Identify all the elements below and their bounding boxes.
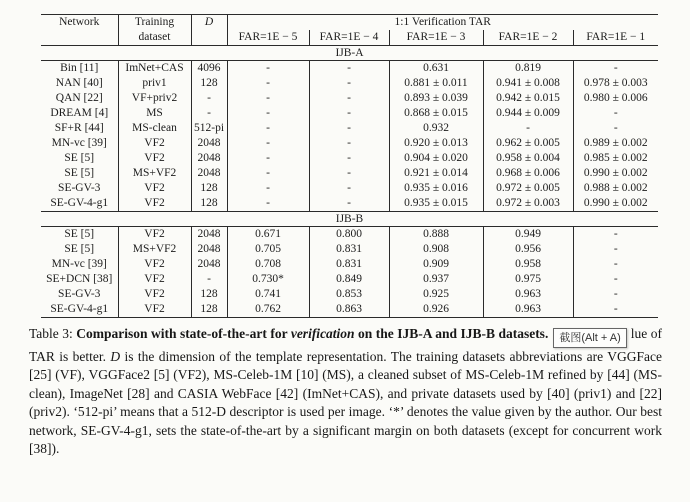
network-cell: SF+R [44] [54, 122, 104, 134]
table-row [41, 302, 658, 318]
tar-cell: - [309, 181, 389, 196]
dimension-cell: - [191, 91, 227, 106]
tar-cell: 0.705 [227, 242, 309, 257]
col-header-far-1e3: FAR=1E − 3 [389, 30, 483, 46]
tar-cell: - [309, 61, 389, 77]
dataset-cell: MS-clean [118, 121, 191, 136]
dataset-cell: VF2 [118, 257, 191, 272]
table-row [41, 242, 658, 257]
tar-cell: 0.631 [389, 61, 483, 77]
caption-bold-title-end: on the IJB-A and IJB-B datasets. [354, 326, 549, 341]
col-header-dimension: D [191, 15, 227, 46]
col-header-far-1e2: FAR=1E − 2 [483, 30, 573, 46]
section-ijba [41, 46, 658, 212]
tar-cell: - [573, 287, 658, 302]
tar-cell: 0.975 [483, 272, 573, 287]
tar-cell: 0.990 ± 0.002 [573, 166, 658, 181]
caption-bold-title: Comparison with state-of-the-art for [76, 326, 291, 341]
tar-cell: 0.935 ± 0.016 [389, 181, 483, 196]
network-cell: SE [5] [64, 152, 95, 164]
tar-cell: 0.730* [227, 272, 309, 287]
tar-cell: - [573, 242, 658, 257]
tar-cell: 0.671 [227, 227, 309, 243]
tar-cell: 0.881 ± 0.011 [389, 76, 483, 91]
col-header-training-line1: Training [134, 16, 175, 28]
dataset-cell: VF2 [118, 151, 191, 166]
dataset-cell: VF2 [118, 302, 191, 318]
tar-cell: 0.863 [309, 302, 389, 318]
tar-cell: - [227, 181, 309, 196]
tar-cell: 0.958 ± 0.004 [483, 151, 573, 166]
col-header-far-1e4: FAR=1E − 4 [309, 30, 389, 46]
network-cell: SE [5] [64, 167, 95, 179]
tar-cell: - [309, 91, 389, 106]
tar-cell: 0.942 ± 0.015 [483, 91, 573, 106]
tar-cell: 0.956 [483, 242, 573, 257]
tar-cell: 0.888 [389, 227, 483, 243]
network-cell: SE+DCN [38] [46, 273, 113, 285]
tar-cell: - [227, 151, 309, 166]
table-row [41, 61, 658, 77]
network-cell: SE [5] [64, 243, 95, 255]
tar-cell: 0.972 ± 0.003 [483, 196, 573, 212]
tar-cell: - [573, 302, 658, 318]
dimension-cell: 128 [191, 181, 227, 196]
tar-cell: 0.849 [309, 272, 389, 287]
tar-cell: - [573, 257, 658, 272]
tar-cell: 0.988 ± 0.002 [573, 181, 658, 196]
table-caption [29, 325, 662, 458]
table-row [41, 196, 658, 212]
dataset-cell: VF+priv2 [118, 91, 191, 106]
col-header-training-line2: dataset [138, 31, 171, 43]
dimension-cell: 128 [191, 287, 227, 302]
tar-cell: - [309, 106, 389, 121]
tar-cell: 0.741 [227, 287, 309, 302]
tar-cell: 0.937 [389, 272, 483, 287]
tar-cell: 0.831 [309, 242, 389, 257]
dimension-cell: 2048 [191, 166, 227, 181]
col-header-network: Network [59, 16, 100, 28]
network-cell: NAN [40] [55, 77, 103, 89]
tar-cell: 0.949 [483, 227, 573, 243]
tar-cell: 0.853 [309, 287, 389, 302]
col-header-verification-tar: 1:1 Verification TAR [227, 15, 658, 31]
dimension-cell: 2048 [191, 151, 227, 166]
network-cell: MN-vc [39] [51, 258, 107, 270]
tar-cell: - [483, 121, 573, 136]
network-cell: MN-vc [39] [51, 137, 107, 149]
tar-cell: - [227, 76, 309, 91]
tar-cell: 0.978 ± 0.003 [573, 76, 658, 91]
dimension-cell: 512-pi [191, 121, 227, 136]
tar-cell: 0.868 ± 0.015 [389, 106, 483, 121]
dataset-cell: VF2 [118, 136, 191, 151]
section-label: IJB-A [41, 46, 658, 61]
tar-cell: - [309, 121, 389, 136]
tar-cell: - [309, 151, 389, 166]
tar-cell: - [309, 196, 389, 212]
table-header [41, 15, 658, 46]
dimension-cell: 2048 [191, 257, 227, 272]
table-row [41, 166, 658, 181]
tar-cell: 0.819 [483, 61, 573, 77]
col-header-far-1e1: FAR=1E − 1 [573, 30, 658, 46]
tar-cell: 0.708 [227, 257, 309, 272]
table-row [41, 257, 658, 272]
tar-cell: - [309, 136, 389, 151]
tar-cell: - [309, 76, 389, 91]
table-row [41, 121, 658, 136]
tar-cell: - [573, 106, 658, 121]
tar-cell: - [573, 227, 658, 243]
dimension-cell: 2048 [191, 136, 227, 151]
screenshot-tooltip: 截图(Alt + A) [553, 328, 626, 348]
tar-cell: - [227, 106, 309, 121]
tar-cell: 0.972 ± 0.005 [483, 181, 573, 196]
network-cell: SE-GV-4-g1 [50, 197, 109, 209]
table-row [41, 272, 658, 287]
tar-cell: 0.893 ± 0.039 [389, 91, 483, 106]
col-header-far-1e5: FAR=1E − 5 [227, 30, 309, 46]
tar-cell: 0.926 [389, 302, 483, 318]
tar-cell: - [227, 136, 309, 151]
tar-cell: 0.935 ± 0.015 [389, 196, 483, 212]
results-table [41, 14, 658, 318]
tar-cell: - [227, 91, 309, 106]
dimension-cell: 128 [191, 302, 227, 318]
network-cell: Bin [11] [60, 62, 99, 74]
tar-cell: 0.909 [389, 257, 483, 272]
dataset-cell: ImNet+CAS [118, 61, 191, 77]
dimension-cell: 128 [191, 76, 227, 91]
tar-cell: 0.989 ± 0.002 [573, 136, 658, 151]
table-row [41, 136, 658, 151]
tar-cell: - [309, 166, 389, 181]
tar-cell: 0.958 [483, 257, 573, 272]
table-row [41, 181, 658, 196]
dataset-cell: MS+VF2 [118, 242, 191, 257]
tar-cell: 0.968 ± 0.006 [483, 166, 573, 181]
table-row [41, 106, 658, 121]
dataset-cell: MS [118, 106, 191, 121]
table-row [41, 151, 658, 166]
network-cell: SE-GV-4-g1 [50, 303, 109, 315]
dimension-cell: - [191, 106, 227, 121]
tar-cell: - [573, 61, 658, 77]
caption-prefix: Table 3: [29, 326, 77, 341]
dataset-cell: VF2 [118, 287, 191, 302]
dimension-cell: 128 [191, 196, 227, 212]
tar-cell: 0.904 ± 0.020 [389, 151, 483, 166]
network-cell: SE-GV-3 [58, 182, 101, 194]
tar-cell: 0.831 [309, 257, 389, 272]
section-ijbb [41, 212, 658, 318]
network-cell: QAN [22] [55, 92, 103, 104]
tar-cell: 0.925 [389, 287, 483, 302]
dataset-cell: MS+VF2 [118, 166, 191, 181]
tar-cell: - [573, 272, 658, 287]
dimension-cell: 2048 [191, 242, 227, 257]
section-header-row [41, 212, 658, 227]
tar-cell: 0.908 [389, 242, 483, 257]
tar-cell: 0.800 [309, 227, 389, 243]
dimension-cell: 4096 [191, 61, 227, 77]
tar-cell: - [227, 61, 309, 77]
dataset-cell: priv1 [118, 76, 191, 91]
tar-cell: 0.941 ± 0.008 [483, 76, 573, 91]
network-cell: DREAM [4] [50, 107, 109, 119]
col-header-training-dataset [118, 15, 191, 46]
caption-after-tooltip: lue of TAR is better. [29, 326, 662, 364]
table-row [41, 76, 658, 91]
dataset-cell: VF2 [118, 272, 191, 287]
tar-cell: - [227, 196, 309, 212]
caption-body: is the dimension of the template representation. The training datasets abbreviations are VGGFace [25] (VF), VGGFace2 [5] (VF2), MS-Celeb-1M [10] (MS), a cleaned subset of MS-Celeb-1M refined by [44] (MS-clean), ImageNet [28] and CASIA WebFace [42] (ImNet+CAS), and private datasets used by [40] (priv1) and [22] (priv2). ‘512-pi’ means that a 512-D descriptor is used per image. ‘*’ denotes the value given by the author. Our best network, SE-GV-4-g1, sets the state-of-the-art by a significant margin on both datasets (except for concurrent work [38]). [29, 349, 662, 457]
section-header-row [41, 46, 658, 61]
tar-cell: 0.980 ± 0.006 [573, 91, 658, 106]
dataset-cell: VF2 [118, 196, 191, 212]
dimension-cell: 2048 [191, 227, 227, 243]
table-row [41, 287, 658, 302]
dimension-cell: - [191, 272, 227, 287]
tar-cell: 0.962 ± 0.005 [483, 136, 573, 151]
tar-cell: - [227, 166, 309, 181]
dataset-cell: VF2 [118, 227, 191, 243]
dataset-cell: VF2 [118, 181, 191, 196]
tar-cell: - [227, 121, 309, 136]
caption-d-symbol: D [110, 349, 121, 364]
tar-cell: 0.921 ± 0.014 [389, 166, 483, 181]
tar-cell: 0.932 [389, 121, 483, 136]
tar-cell: 0.762 [227, 302, 309, 318]
tar-cell: 0.963 [483, 287, 573, 302]
table-row [41, 227, 658, 243]
tar-cell: - [573, 121, 658, 136]
tar-cell: 0.944 ± 0.009 [483, 106, 573, 121]
tar-cell: 0.990 ± 0.002 [573, 196, 658, 212]
network-cell: SE [5] [64, 228, 95, 240]
section-label: IJB-B [41, 212, 658, 227]
tar-cell: 0.985 ± 0.002 [573, 151, 658, 166]
table-row [41, 91, 658, 106]
tar-cell: 0.920 ± 0.013 [389, 136, 483, 151]
network-cell: SE-GV-3 [58, 288, 101, 300]
caption-verification-word: verification [290, 326, 355, 341]
tar-cell: 0.963 [483, 302, 573, 318]
